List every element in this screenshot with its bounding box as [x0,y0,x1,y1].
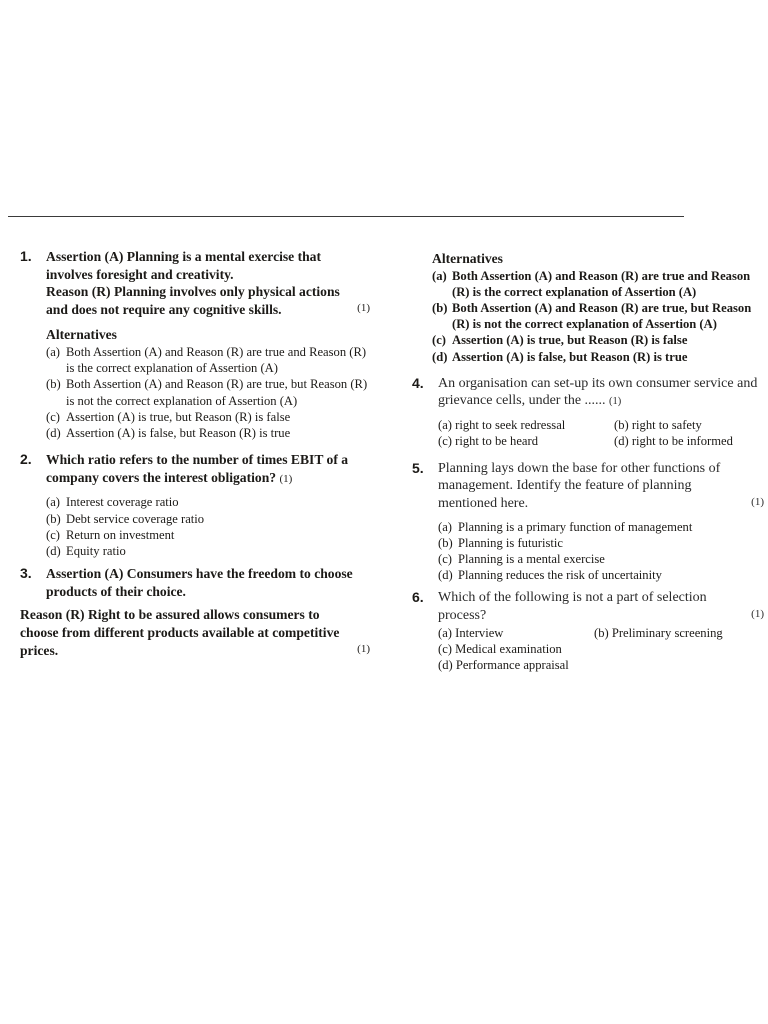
right-column [412,248,764,674]
option-b: (b) Both Assertion (A) and Reason (R) are true, but Reason (R) is not the correct explanation of Assertion (A) [432,301,752,332]
option-d: (d) right to be informed [614,434,733,449]
option-b: (b) Preliminary screening [594,625,723,640]
reason-label: Reason [46,284,89,300]
assertion-text: (A) Consumers have the freedom to choose products of their choice. [46,566,353,599]
option-c: (c) right to be heard [438,434,539,449]
option-c: (c) Assertion (A) is true, but Reason (R) is false [46,409,291,424]
option-a: (a) Planning is a primary function of management [438,519,693,534]
option-d: (d) Assertion (A) is false, but Reason (R) is true [432,349,688,364]
reason-label: Reason [20,607,63,623]
option-b: (b) Debt service coverage ratio [46,511,205,526]
option-c: (c) Return on investment [46,527,175,542]
question-1 [20,248,370,441]
assertion-statement [46,565,370,600]
alternatives-heading: Alternatives [46,327,117,343]
option-b: (b) right to safety [614,418,702,432]
reason-statement [46,283,370,318]
option-a: (a) right to seek redressal [438,418,566,432]
marks: (1) [751,608,764,621]
option-d: (d) Performance appraisal [438,658,569,673]
option-row [438,641,764,657]
option-row [438,625,764,641]
question-text: (1) Planning lays down the base for other functions of management. Identify the feature of planning mentioned here. [438,460,764,511]
alternatives-heading: Alternatives [432,251,503,266]
question-text: An organisation can set-up its own consumer service and grievance cells, under the ...... (1) [438,375,758,409]
question-3-alternatives [412,250,764,365]
assertion-statement [46,248,370,283]
option-b: (b) Planning is futuristic [438,535,563,550]
question-number: 2. [20,451,32,468]
option-row [438,433,764,449]
question-text: (1) Which of the following is not a part of selection process? [438,590,764,623]
question-number: 1. [20,248,32,264]
question-number: 3. [20,565,32,582]
reason-text: (R) Planning involves only physical actions and does not require any cognitive skills. [46,284,340,317]
option-b: (b) Both Assertion (A) and Reason (R) are true, but Reason (R) is not the correct explanation of Assertion (A) [46,377,368,408]
reason-text: (R) Right to be assured allows consumers to choose from different products available at competitive prices. [20,607,340,658]
option-row [438,417,764,433]
assertion-label: Assertion [46,249,102,264]
reason-statement [20,606,370,659]
marks: (1) [609,396,622,408]
option-a: (a) Both Assertion (A) and Reason (R) are true and Reason (R) is the correct explanation of Assertion (A) [432,268,751,299]
option-d: (d) Planning reduces the risk of uncertainity [438,568,662,583]
question-number: 4. [412,374,424,391]
option-d: (d) Equity ratio [46,543,126,558]
option-c: (c) Medical examination [438,642,562,656]
left-column [20,248,370,659]
question-6 [412,589,764,673]
question-5 [412,460,764,584]
option-a: (a) Interest coverage ratio [46,495,179,510]
marks: (1) [279,472,293,485]
option-c: (c) Planning is a mental exercise [438,552,605,566]
option-row [438,657,764,673]
option-d: (d) Assertion (A) is false, but Reason (R) is true [46,425,291,440]
question-number: 5. [412,459,424,476]
assertion-label: Assertion [46,566,102,582]
marks: (1) [751,495,764,508]
marks: (1) [357,643,370,656]
marks: (1) [357,302,370,315]
question-number: 6. [412,589,424,606]
option-a: (a) Both Assertion (A) and Reason (R) are true and Reason (R) is the correct explanation of Assertion (A) [46,344,367,376]
question-text: Which ratio refers to the number of times EBIT of a company covers the interest obligation? (1) [46,452,349,485]
option-c: (c) Assertion (A) is true, but Reason (R) is false [432,333,688,348]
question-2 [20,451,370,559]
question-4 [412,375,764,450]
option-a: (a) Interview [438,625,504,640]
question-3 [20,565,370,659]
assertion-text: (A) Planning is a mental exercise that involves foresight and creativity. [46,249,322,282]
top-divider [8,216,684,217]
